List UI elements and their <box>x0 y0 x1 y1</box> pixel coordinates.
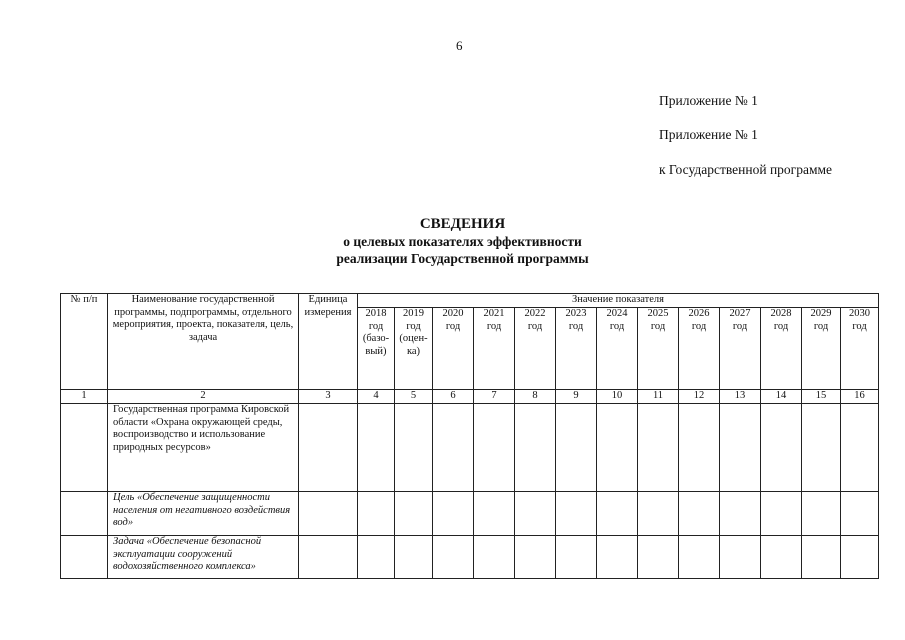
table-cell <box>638 404 679 492</box>
table-cell <box>761 492 802 536</box>
header-year-2021: 2021 год <box>474 308 515 390</box>
column-number: 11 <box>638 390 679 404</box>
header-name: Наименование государственной программы, подпрограммы, отдельного мероприятия, проекта, показателя, цель, задача <box>108 294 299 390</box>
header-unit: Единица измерения <box>299 294 358 390</box>
table-cell <box>720 536 761 579</box>
table-cell <box>841 404 879 492</box>
title-line-1: СВЕДЕНИЯ <box>419 216 506 232</box>
column-number: 8 <box>515 390 556 404</box>
column-number: 4 <box>358 390 395 404</box>
table-cell <box>358 536 395 579</box>
indicators-table <box>60 293 879 579</box>
header-year-2024: 2024 год <box>597 308 638 390</box>
page-number: 6 <box>456 38 463 53</box>
header-year-2022: 2022 год <box>515 308 556 390</box>
program-name-cell: Государственная программа Кировской области «Охрана окружающей среды, воспроизводство и использование природных ресурсов» <box>108 404 299 492</box>
table-cell <box>556 536 597 579</box>
column-number: 15 <box>802 390 841 404</box>
column-number: 13 <box>720 390 761 404</box>
header-year-2030: 2030 год <box>841 308 879 390</box>
header-number: № п/п <box>61 294 108 390</box>
table-cell <box>802 492 841 536</box>
table-cell <box>515 536 556 579</box>
table-cell <box>841 492 879 536</box>
table-row-program <box>61 404 879 492</box>
header-year-2026: 2026 год <box>679 308 720 390</box>
header-year-2020: 2020 год <box>433 308 474 390</box>
header-year-2025: 2025 год <box>638 308 679 390</box>
table-cell <box>679 404 720 492</box>
table-cell <box>299 404 358 492</box>
task-name-cell: Задача «Обеспечение безопасной эксплуатации сооружений водохозяйственного комплекса» <box>108 536 299 579</box>
table-cell <box>61 536 108 579</box>
header-year-2027: 2027 год <box>720 308 761 390</box>
title-line-3: реализации Государственной программы <box>336 251 589 266</box>
table-cell <box>802 404 841 492</box>
column-number: 5 <box>395 390 433 404</box>
table-cell <box>720 404 761 492</box>
table-cell <box>679 536 720 579</box>
table-cell <box>433 536 474 579</box>
goal-name-cell: Цель «Обеспечение защищенности населения от негативного воздействия вод» <box>108 492 299 536</box>
table-cell <box>597 404 638 492</box>
table-cell <box>597 492 638 536</box>
column-number-row <box>61 390 879 404</box>
header-year-2028: 2028 год <box>761 308 802 390</box>
table-cell <box>761 536 802 579</box>
appendix-line-1: Приложение № 1 <box>659 93 758 108</box>
table-cell <box>474 404 515 492</box>
table-cell <box>474 536 515 579</box>
header-year-2018: 2018 год (базо-вый) <box>358 308 395 390</box>
column-number: 16 <box>841 390 879 404</box>
table-cell <box>299 536 358 579</box>
table-cell <box>761 404 802 492</box>
column-number: 6 <box>433 390 474 404</box>
column-number: 14 <box>761 390 802 404</box>
table-cell <box>61 492 108 536</box>
header-year-2023: 2023 год <box>556 308 597 390</box>
header-value-group: Значение показателя <box>358 294 879 308</box>
table-row-goal <box>61 492 879 536</box>
table-cell <box>597 536 638 579</box>
table-cell <box>638 492 679 536</box>
column-number: 1 <box>61 390 108 404</box>
table-cell <box>841 536 879 579</box>
title-line-2: о целевых показателях эффективности <box>343 234 582 249</box>
table-cell <box>679 492 720 536</box>
table-cell <box>638 536 679 579</box>
column-number: 7 <box>474 390 515 404</box>
document-title <box>0 216 905 267</box>
column-number: 2 <box>108 390 299 404</box>
appendix-line-3: к Государственной программе <box>659 162 833 177</box>
column-number: 9 <box>556 390 597 404</box>
header-year-2029: 2029 год <box>802 308 841 390</box>
table-cell <box>358 492 395 536</box>
table-cell <box>299 492 358 536</box>
table-cell <box>556 404 597 492</box>
table-cell <box>556 492 597 536</box>
table-cell <box>474 492 515 536</box>
table-cell <box>358 404 395 492</box>
table-cell <box>395 492 433 536</box>
column-number: 12 <box>679 390 720 404</box>
table-cell <box>433 404 474 492</box>
table-cell <box>802 536 841 579</box>
table-cell <box>395 404 433 492</box>
column-number: 10 <box>597 390 638 404</box>
appendix-line-2: Приложение № 1 <box>659 127 758 142</box>
table-cell <box>61 404 108 492</box>
table-row-task <box>61 536 879 579</box>
table-cell <box>515 404 556 492</box>
table-cell <box>433 492 474 536</box>
table-cell <box>395 536 433 579</box>
column-number: 3 <box>299 390 358 404</box>
table-cell <box>720 492 761 536</box>
header-year-2019: 2019 год (оцен-ка) <box>395 308 433 390</box>
table-cell <box>515 492 556 536</box>
